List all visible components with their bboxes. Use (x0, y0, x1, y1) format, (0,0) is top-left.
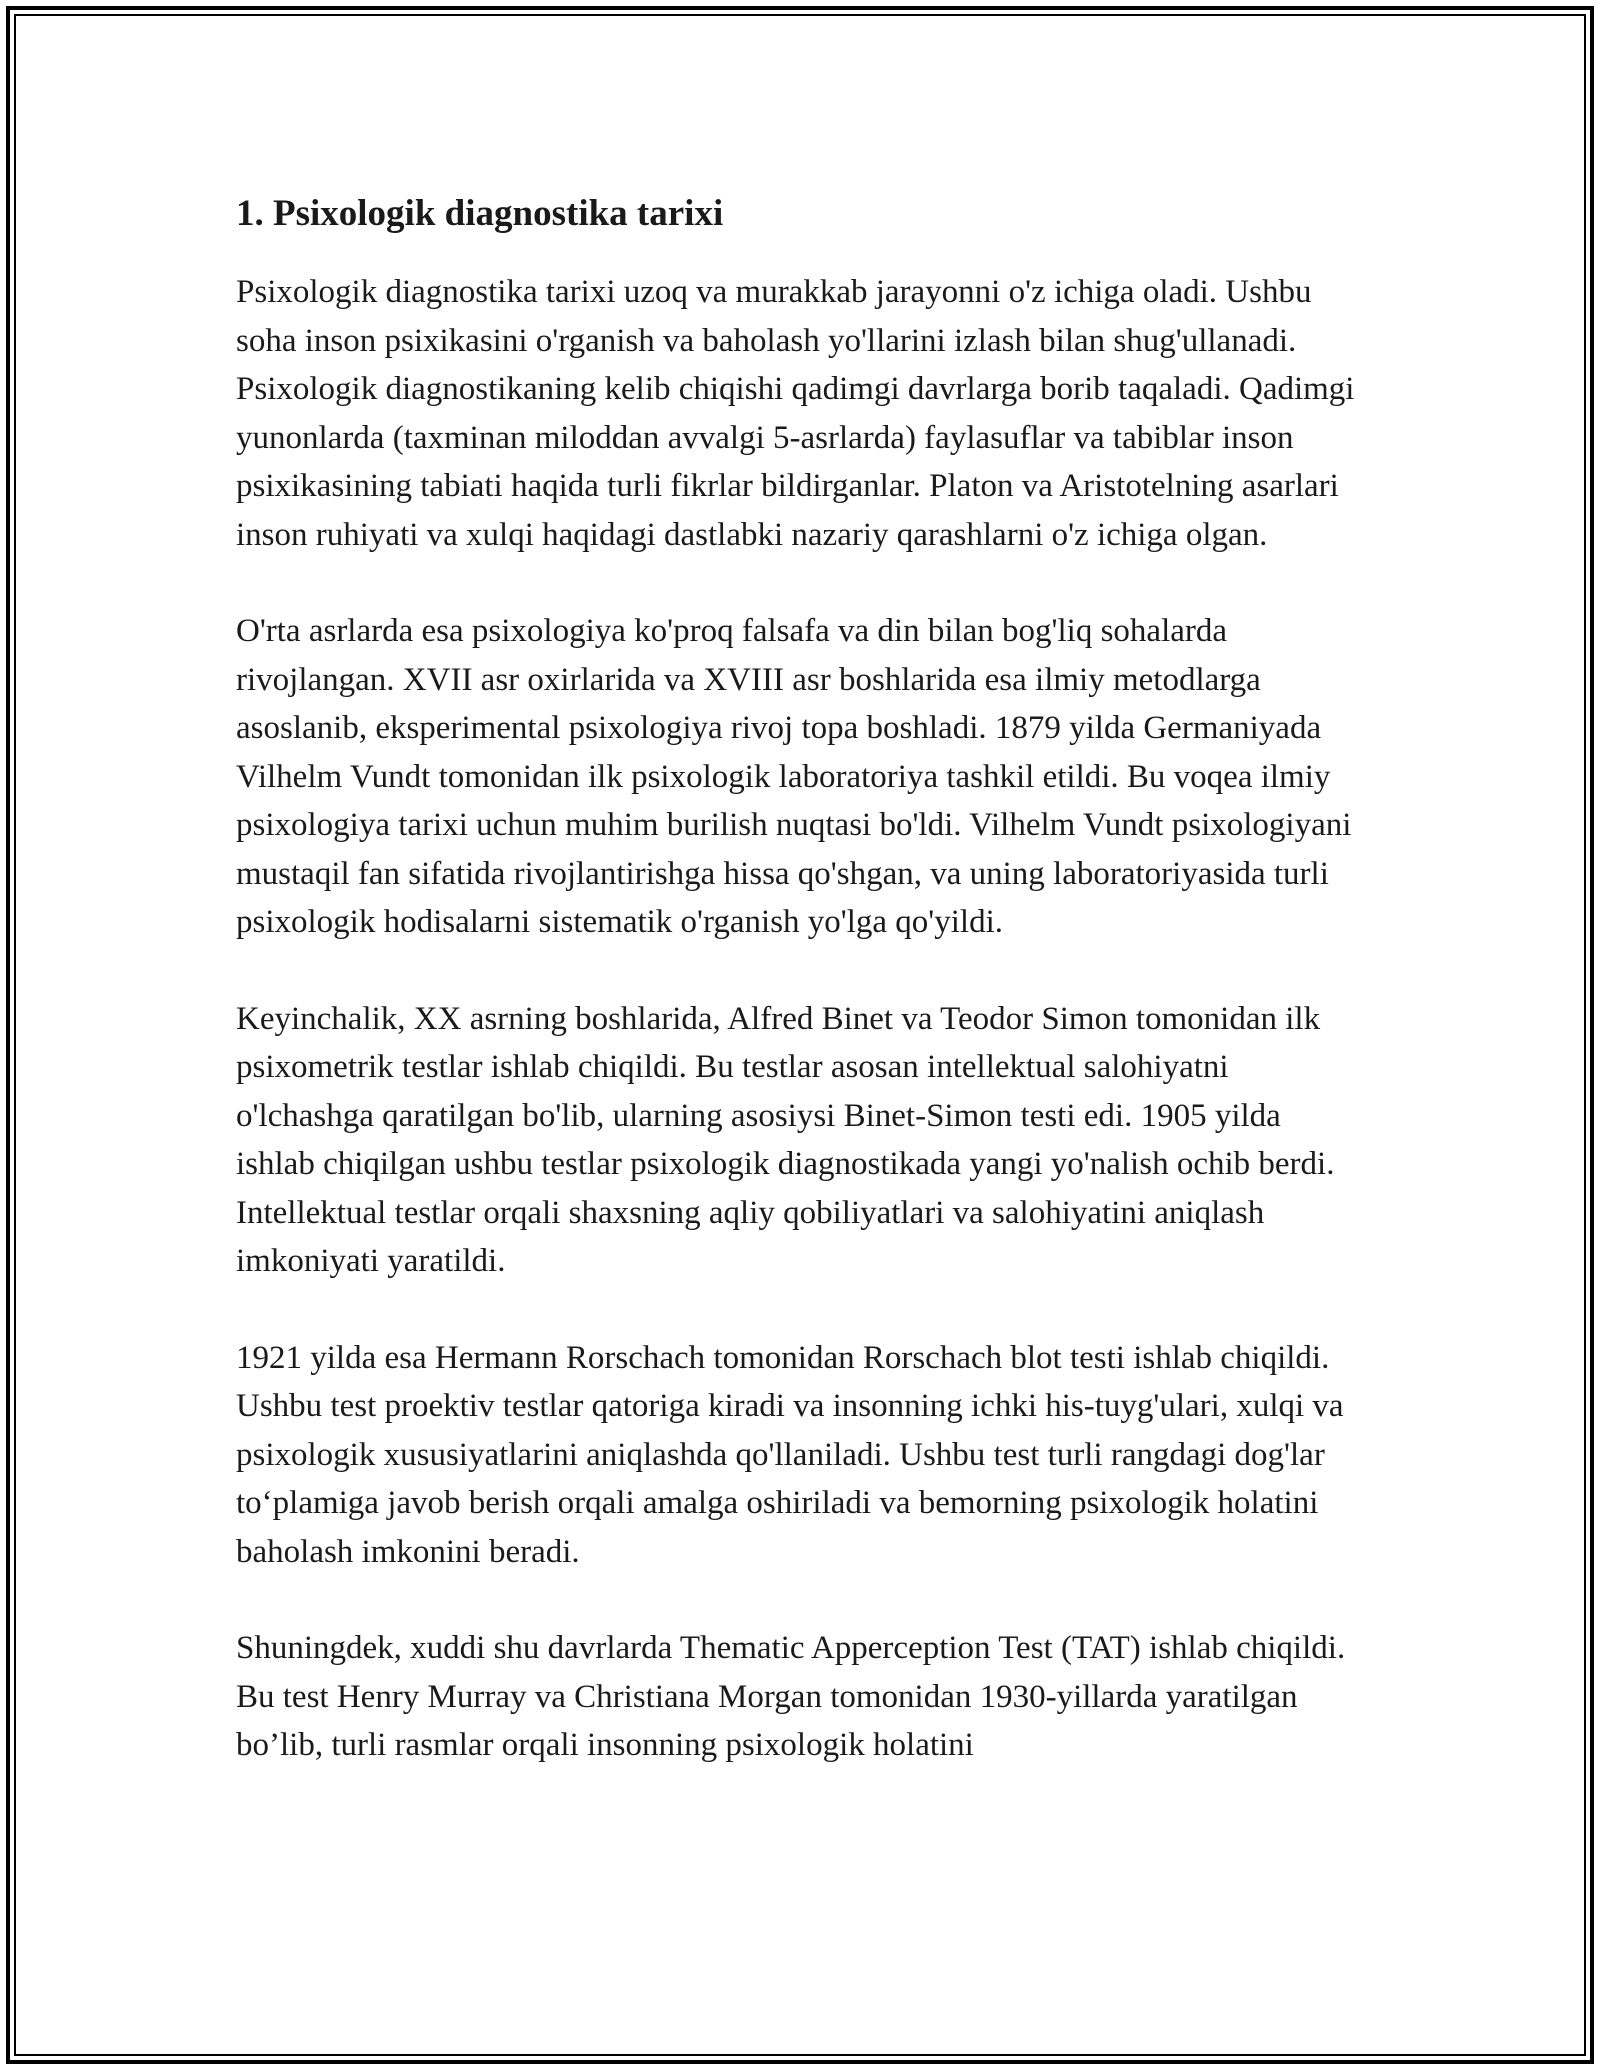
paragraph-ancient-origins: Psixologik diagnostika tarixi uzoq va murakkab jarayonni o'z ichiga oladi. Ushbu soha inson psixikasini o'rganish va baholash yo'llarini izlash bilan shug'ullanadi. Psixologik diagnostikaning kelib chiqishi qadimgi davrlarga borib taqaladi. Qadimgi yunonlarda (taxminan miloddan avvalgi 5-asrlarda) faylasuflar va tabiblar inson psixikasining tabiati haqida turli fikrlar bildirganlar. Platon va Aristotelning asarlari inson ruhiyati va xulqi haqidagi dastlabki nazariy qarashlarni o'z ichiga olgan. (236, 274, 1355, 553)
paragraph-tat: Shuningdek, xuddi shu davrlarda Thematic Apperception Test (TAT) ishlab chiqildi. Bu test Henry Murray va Christiana Morgan tomonidan 1930-yillarda yaratilgan bo’lib, turli rasmlar orqali insonning psixologik holatini (236, 1630, 1346, 1763)
paragraph-binet-simon: Keyinchalik, XX asrning boshlarida, Alfred Binet va Teodor Simon tomonidan ilk psixometrik testlar ishlab chiqildi. Bu testlar asosan intellektual salohiyatni o'lchashga qaratilgan bo'lib, ularning asosiysi Binet-Simon testi edi. 1905 yilda ishlab chiqilgan ushbu testlar psixologik diagnostikada yangi yo'nalish ochib berdi. Intellektual testlar orqali shaxsning aqliy qobiliyatlari va salohiyatini aniqlash imkoniyati yaratildi. (236, 1000, 1335, 1279)
paragraph-rorschach: 1921 yilda esa Hermann Rorschach tomonidan Rorschach blot testi ishlab chiqildi. Ushbu test proektiv testlar qatoriga kiradi va insonning ichki his-tuyg'ulari, xulqi va psixologik xususiyatlarini aniqlashda qo'llaniladi. Ushbu test turli rangdagi dog'lar to‘plamiga javob berish orqali amalga oshiriladi va bemorning psixologik holatini baholash imkonini beradi. (236, 1339, 1344, 1570)
paragraph-middle-ages-wundt: O'rta asrlarda esa psixologiya ko'proq falsafa va din bilan bog'liq sohalarda rivojlangan. XVII asr oxirlarida va XVIII asr boshlarida esa ilmiy metodlarga asoslanib, eksperimental psixologiya rivoj topa boshladi. 1879 yilda Germaniyada Vilhelm Vundt tomonidan ilk psixologik laboratoriya tashkil etildi. Bu voqea ilmiy psixologiya tarixi uchun muhim burilish nuqtasi bo'ldi. Vilhelm Vundt psixologiyani mustaqil fan sifatida rivojlantirishga hissa qo'shgan, va uning laboratoriyasida turli psixologik hodisalarni sistematik o'rganish yo'lga qo'yildi. (236, 613, 1352, 940)
document-body (236, 190, 1366, 1818)
section-heading: 1. Psixologik diagnostika tarixi (236, 193, 724, 234)
